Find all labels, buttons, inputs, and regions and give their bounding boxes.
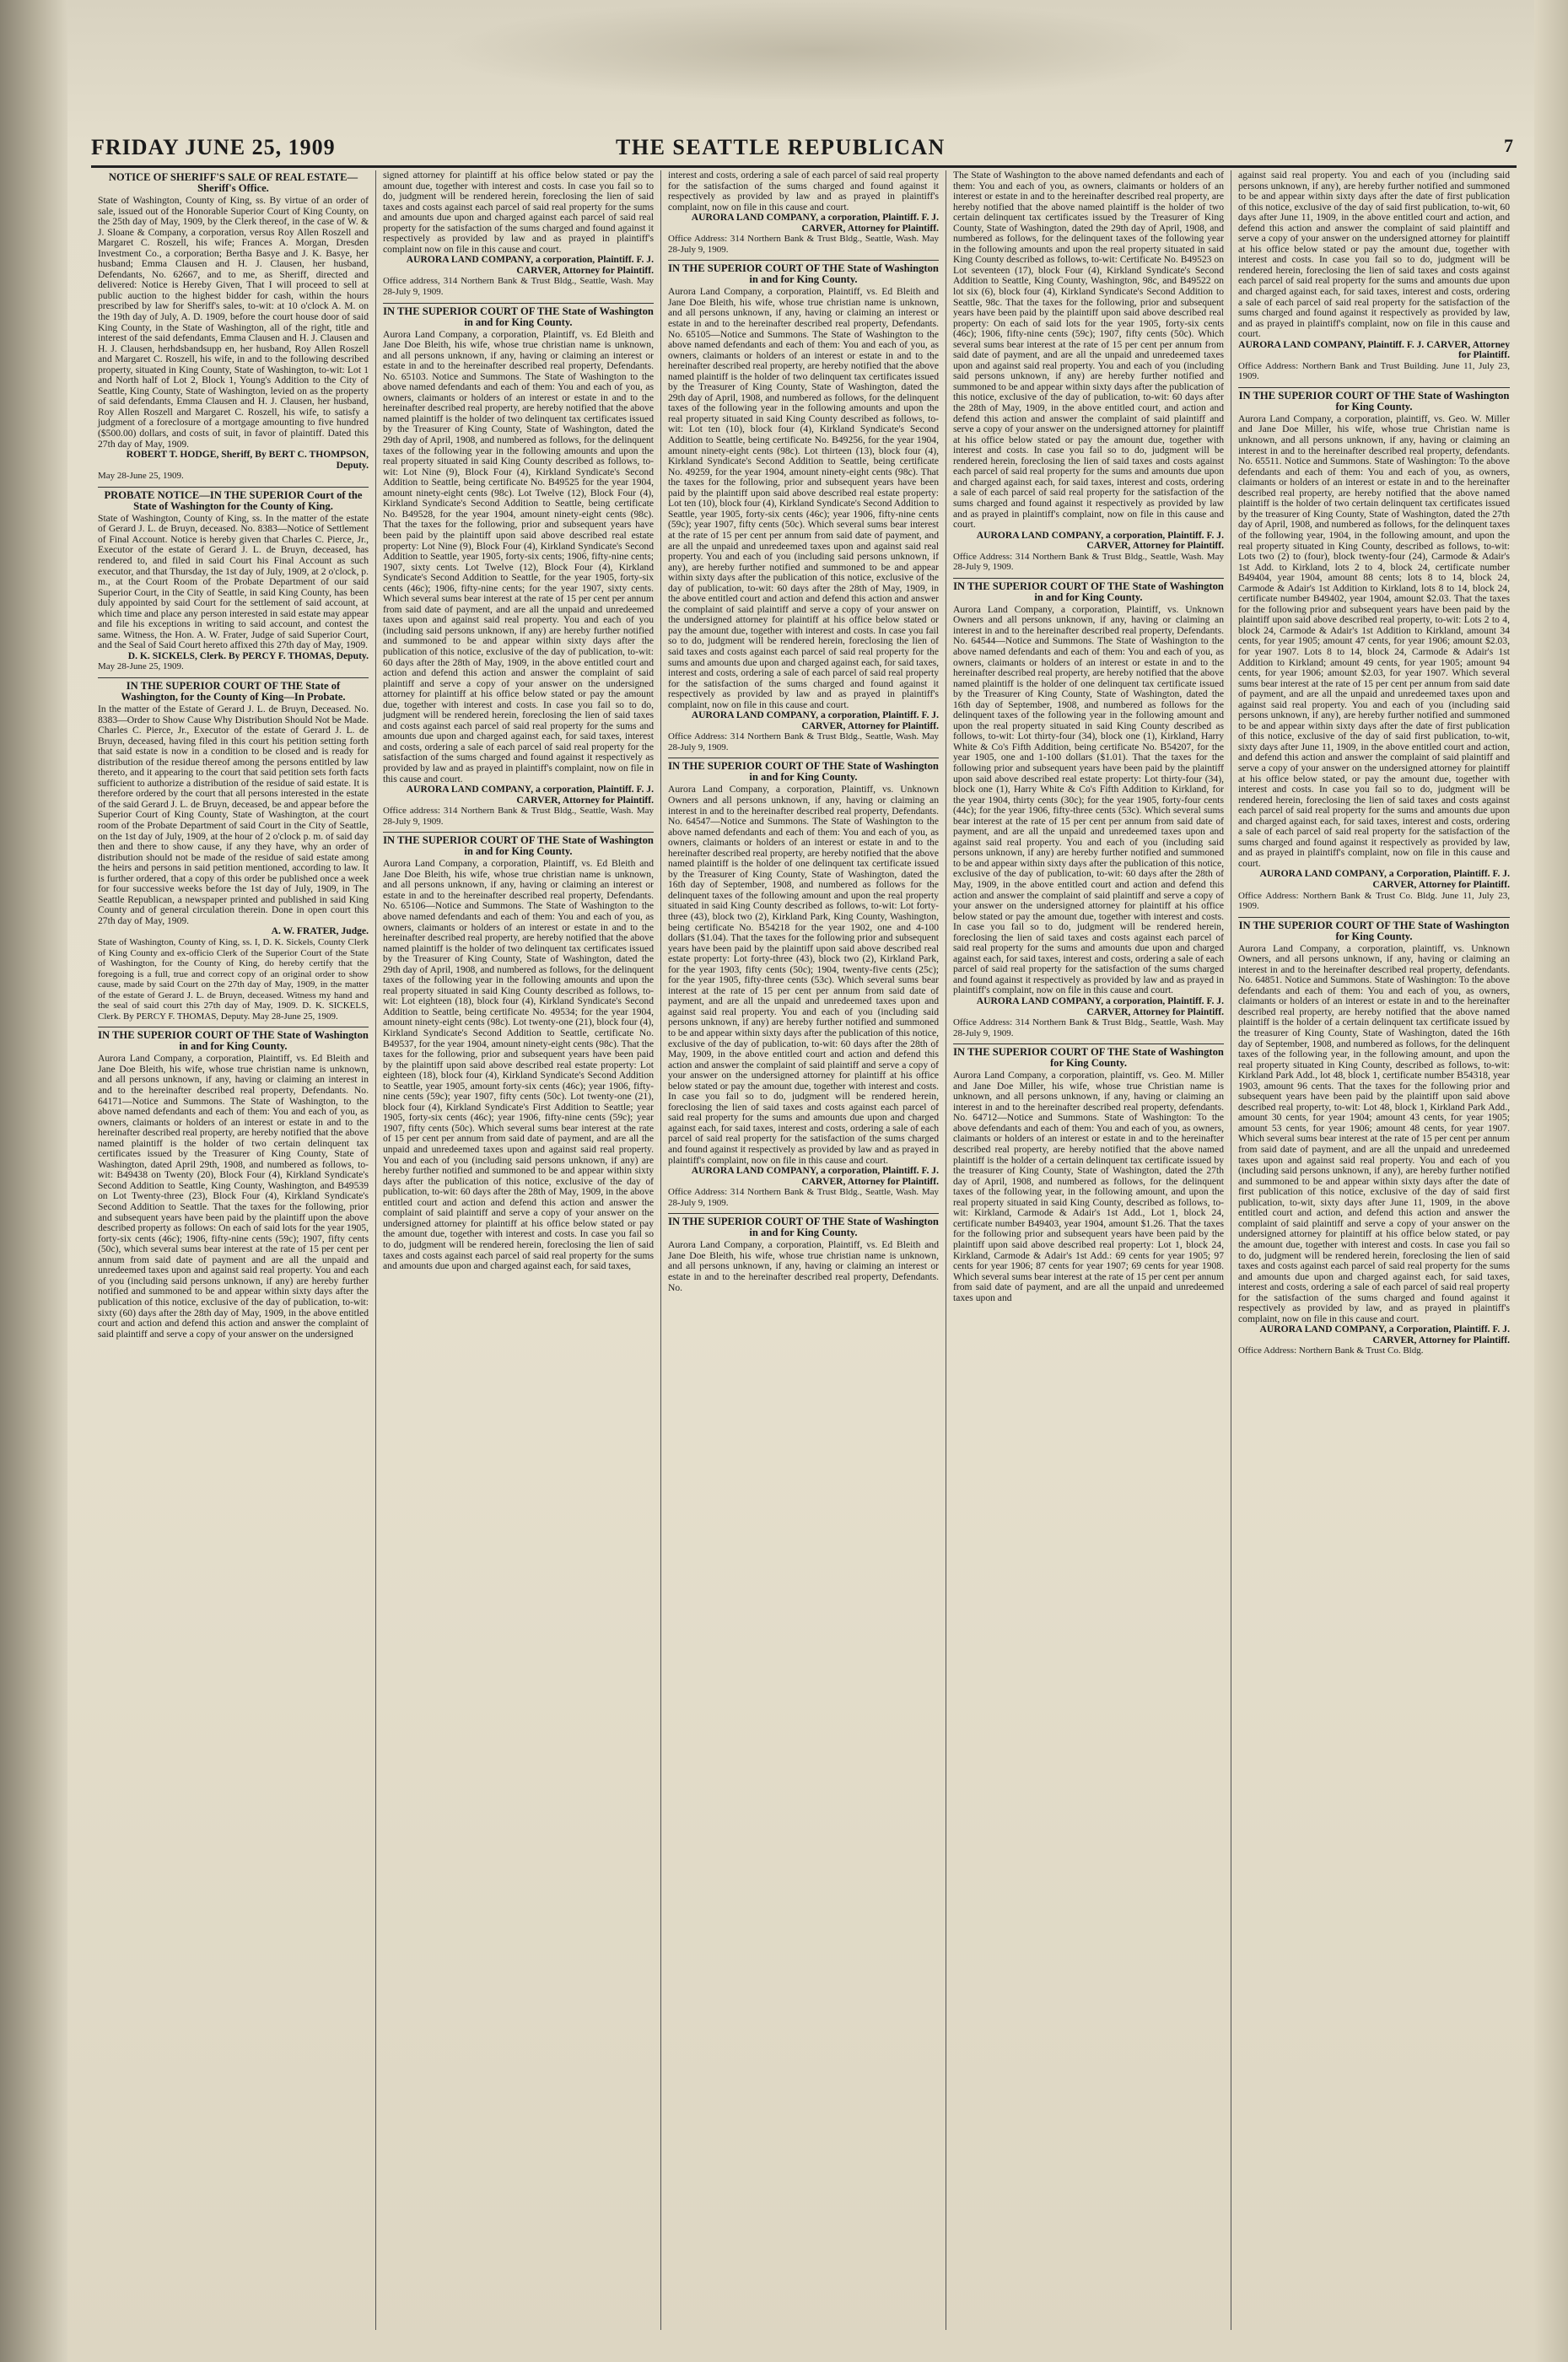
notice-body: interest and costs, ordering a sale of each parcel of said real property for the satisfaction of the sums charged and found against it respectively as provided by law and as prayed in plaintiff's complaint, now on file in this cause and court. [668,170,939,213]
notice-dates: May 28-June 25, 1909. [98,661,184,672]
notice-signature: AURORA LAND COMPANY, a corporation, Plaintiff. F. J. CARVER, Attorney for Plaintiff. [406,254,654,276]
notice-heading: IN THE SUPERIOR COURT OF THE State of Washington in and for King County. [668,1213,939,1238]
notice-body: Aurora Land Company, a corporation, Plaintiff, vs. Ed Bleith and Jane Doe Bleith, his wife, whose true christian name is unknown, and all persons unknown, if any, having or claiming an interest or estate in and to the hereinafter described real property, Defendants. No. 65106—Notice and Summons. The State of Washington to the above named defendants and each of them: You and each of you, as owners, claimants or holders of an interest or estate in and to the hereinafter described real property, are hereby notified that the above named plaintiff is the holder of two delinquent tax certificates issued by the Treasurer of King County, State of Washington, dated the 29th day of April, 1908, and numbered as follows, for the delinquent taxes of the following year in the following amounts and upon the real property situated in said King County described as follows, to-wit: Lot eighteen (18), block four (4), Kirkland Syndicate's Second Addition to Seattle, being certificate No. 49534; for the year 1904, amount ninety-eight cents (98c). Lot twenty-one (21), block four (4), Kirkland Syndicate's Second Addition to Seattle, certificate No. B49537, for the year 1904, amount ninety-eight cents (98c). That the taxes for the following, prior and subsequent years have been paid by the plaintiff upon said above described real estate property: Lot eighteen (18), block four (4), Kirkland Syndicate's Second Addition to Seattle, year 1905, amount forty-six cents (46c); year 1906, fifty-nine cents (59c); year 1907, fifty cents (50c). Lot twenty-one (21), block four (4), Kirkland Syndicate's First Addition to Seattle; year 1905, forty-six cents (46c); year 1906, fifty-nine cents (59c); year 1907, fifty cents (50c). Which several sums bear interest at the rate of 15 per cent per annum from said date of payment, and are all the unpaid and unredeemed taxes upon and against said real property. You and each of you (including said persons unknown, if any) are hereby further notified and summoned to be and appear within sixty days after the publication of this notice, exclusive of the day of publication, to-wit: 60 days after the 28th of May, 1909, in the above entitled court and action and defend this action and answer the complaint of said plaintiff and serve a copy of your answer on the undersigned attorney for plaintiff at his office below stated or pay the amount due, together with interest and costs. In case you fail so to do, judgment will be rendered herein, foreclosing the lien of said taxes and costs against each parcel of said real property for the sums and amounts due upon and charged against each, for said taxes, [383,858,654,1272]
notice-signature: AURORA LAND COMPANY, a corporation, Plaintiff. F. J. CARVER, Attorney for Plaintiff. [976,529,1224,552]
legal-notice [668,1213,939,1293]
notice-dates: Office Address: 314 Northern Bank & Trust Bldg., Seattle, Wash. May 28-July 9, 1909. [953,1017,1224,1038]
legal-notice [953,578,1224,1038]
notice-heading: IN THE SUPERIOR COURT OF THE State of Washington in and for King County. [953,578,1224,603]
notice-body: Aurora Land Company, a corporation, plaintiff, vs. Unknown Owners, and all persons unknown, if any, having or claiming an interest in and to the hereinafter described real property, defendants. No. 64851. Notice and Summons. State of Washington: To the above defendants and each of them: You and each of you, as owners, claimants or holders of an interest or estate in and to the hereinafter described real property, are hereby notified that the above named plaintiff is the holder of a certain delinquent tax certificate issued by the treasurer of King County, State of Washington, dated the 16th day of September, 1908, and numbered as follows, for the delinquent taxes of the following year, in the following amount, and upon the real property situated in King County, described as follows, to-wit: Kirkland Park Add., lot 48, block 1, certificate number B54318, year 1903, amount 96 cents. That the taxes for the following prior and subsequent years have been paid by the plaintiff upon said above described real property, to-wit: Lot 48, block 1, Kirkland Park Add., amount 30 cents, for year 1904; amount 43 cents, for year 1905; amount 53 cents, for year 1906; amount 48 cents, for year 1907. Which several sums bear interest at the rate of 15 per cent per annum from said date of payment, and are all the unpaid and unredeemed taxes upon and against said real property. You and each of you (including said persons unknown, if any), are hereby further notified and summoned to be and appear within sixty days after the date of first publication of this notice, exclusive of the day of said first publication, to-wit, sixty days after June 11, 1909, in the above entitled court and action, and defend this action and answer the complaint of said plaintiff and serve a copy of your answer on the undersigned attorney for plaintiff at his office below stated, or pay the amount due, together with interest and costs. In case you fail so to do, judgment will be rendered herein, foreclosing the lien of said taxes and costs against each parcel of said real property for the sums and amounts due upon and charged against each, for said taxes, interest and costs, ordering a sale of each parcel of said real property for the satisfaction of the sums charged and found against it respectively as provided by law, and as prayed in plaintiff's complaint, now on file in this cause and court. [1238,942,1510,1324]
notice-dates: Office Address: Northern Bank and Trust Building. June 11, July 23, 1909. [1238,360,1510,382]
legal-notice [98,1027,369,1340]
notice-heading: IN THE SUPERIOR COURT OF THE State of Washington in and for King County. [383,832,654,857]
notice-signature: AURORA LAND COMPANY, a corporation, Plaintiff. F. J. CARVER, Attorney for Plaintiff. [976,995,1224,1017]
notice-body: Aurora Land Company, a corporation, Plaintiff, vs. Ed Bleith and Jane Doe Bleith, his wife, whose true christian name is unknown, and all persons unknown, if any, having or claiming an interest or estate in and to the hereinafter described real property, Defendants. No. [668,1239,939,1293]
notice-dates: State of Washington, County of King, ss. I, D. K. Sickels, County Clerk of King County and ex-officio Clerk of the Superior Court of the State of Washington, for the County of King, do hereby certify that the foregoing is a full, true and correct copy of an original order to show cause, made by said Court on the 27th day of May, 1909, in the matter of the estate of Gerard J. L. de Bruyn, deceased. Witness my hand and the seal of said court this 27th day of May, 1909. D. K. SICKELS, Clerk. By PERCY F. THOMAS, Deputy. May 28-June 25, 1909. [98,937,369,1022]
notice-dates: Office Address: Northern Bank & Trust Co. Bldg. [1238,1345,1424,1356]
notice-body: State of Washington, County of King, ss. In the matter of the estate of Gerard J. L. de Bruyn, deceased. No. 8383—Notice of Settlement of Final Account. Notice is hereby given that Charles C. Pierce, Jr., Executor of the estate of Gerard J. L. de Bruyn, deceased, has rendered to, and filed in said Court his Final Account as such executor, and that Thursday, the 1st day of July, 1909, at 2 o'clock, p. m., at the Court Room of the Probate Department of our said Superior Court, in the City of Seattle, in said King County, has been duly appointed by said Court for the settlement of said account, at which time and place any person interested in said estate may appear and file his exceptions in writing to said account, and contest the same. Witness, the Hon. A. W. Frater, Judge of said Superior Court, and the Seal of Said Court hereto affixed this 27th day of May, 1909. [98,512,369,651]
notice-dates: Office Address: 314 Northern Bank & Trust Bldg., Seattle, Wash. May 28-July 9, 1909. [668,1187,939,1208]
notice-signature: D. K. SICKELS, Clerk. By PERCY F. THOMAS, Deputy. [127,650,369,661]
legal-notice [1238,170,1510,382]
legal-notice [953,170,1224,573]
notice-signature: AURORA LAND COMPANY, a corporation, Plaintiff. F. J. CARVER, Attorney for Plaintiff. [406,784,654,806]
legal-notice [953,1043,1224,1303]
legal-notice [383,303,654,828]
legal-notice [668,170,939,255]
column-5 [1231,170,1517,2330]
notice-heading: IN THE SUPERIOR COURT OF THE State of Washington, for the County of King—In Probate. [98,677,369,703]
notice-heading: IN THE SUPERIOR COURT OF THE State of Washington for King County. [1238,387,1510,413]
notice-dates: Office Address: Northern Bank & Trust Co. Bldg. June 11, July 23, 1909. [1238,890,1510,912]
notice-body: Aurora Land Company, a corporation, Plaintiff, vs. Ed Bleith and Jane Doe Bleith, his wife, whose true christian name is unknown, and all persons unknown, if any, having or claiming an interest or estate in and to the hereinafter described real property, Defendants. No. 65103. Notice and Summons. The State of Washington to the above named defendants and each of them: You and each of you, as owners, claimants or holders of an interest or estate in and to the hereinafter described real property, are hereby notified that the above named plaintiff is the holder of two delinquent tax certificates issued by the Treasurer of King County, State of Washington, dated the 29th day of April, 1908, and numbered as follows, for the delinquent taxes of the following year in the following amounts and upon the real property situated in said King County described as follows, to-wit: Lot Nine (9), Block Four (4), Kirkland Syndicate's Second Addition to Seattle, being certificate No. B49525 for the year 1904, amount ninety-eight cents (98c). Lot Twelve (12), Block Four (4), Kirkland Syndicate's Second Addition to Seattle, being certificate No. B49528, for the year 1904, amount ninety-eight cents (98c). That the taxes for the following, prior and subsequent years have been paid by the plaintiff upon said above described real estate property: Lot Nine (9), Block Four (4), Kirkland Syndicate's Second Addition to Seattle, year 1905, forty-six cents; 1906, fifty-nine cents; 1907, sixty cents. Lot Twelve (12), Block Four (4), Kirkland Syndicate's Second Addition to Seattle, for the year 1905, forty-six cents (46c); 1906, fifty-nine cents; for the year 1907, sixty cents. Which several sums bear interest at the rate of 15 per cent per annum from said date of payment, and are all the unpaid and unredeemed taxes upon and against said real property. You and each of you (including said persons unknown, if any) are hereby further notified and summoned to be and appear within sixty days after the publication of this notice, exclusive of the day of publication, to-wit: 60 days after the 28th of May, 1909, in the above entitled court and action and defend this action and answer the complaint of said plaintiff and serve a copy of your answer on the undersigned attorney for plaintiff at his office below stated or pay the amount due, together with interest and costs. In case you fail so to do, judgment will be rendered herein, foreclosing the lien of said taxes and costs against each parcel of said real property for the sums and amounts due upon and charged against each, for said taxes, interest and costs, ordering a sale of each parcel of said real property for the satisfaction of the sums charged and found against it respectively as provided by law and as prayed in plaintiff's complaint, now on file in this cause and court. [383,328,654,785]
paper-stain [439,0,1198,101]
notice-dates: Office Address: 314 Northern Bank & Trust Bldg., Seattle, Wash. May 28-July 9, 1909. [668,234,939,255]
notice-dates: Office Address: 314 Northern Bank & Trust Bldg., Seattle, Wash. May 28-July 9, 1909. [668,731,939,752]
notice-columns [91,170,1517,2330]
legal-notice [98,172,369,482]
notice-body: Aurora Land Company, a corporation, Plaintiff, vs. Unknown Owners and all persons unknown, if any, having or claiming an interest in and to the hereinafter described real property, Defendants. No. 64547—Notice and Summons. The State of Washington to the above named defendants and each of them: You and each of you, as owners, claimants or holders of an interest or estate in and to the hereinafter described real property, are hereby notified that the above named plaintiff is the holder of one delinquent tax certificate issued by the Treasurer of King County, State of Washington, dated the 16th day of September, 1908, and numbered as follows for the delinquent taxes of the following amount and upon the real property situated in said King County described as follows, to-wit: Lot forty-three (43), block two (2), Kirkland Park, King County, Washington, being certificate No. B54218 for the year 1902, one and 4-100 dollars ($1.04). That the taxes for the following prior and subsequent years have been paid by the plaintiff upon said above described real estate property: Lot forty-three (43), block two (2), Kirkland Park, for the year 1903, fifty cents (50c); 1904, twenty-five cents (25c); for the year 1905, fifty-three cents (53c). Which several sums bear interest at the rate of 15 per cent per annum from said date of payment, and are all the unpaid and unredeemed taxes upon and against said real property. You and each of you (including said persons unknown, if any) are hereby further notified and summoned to be and appear within sixty days after the publication of this notice, exclusive of the day of publication, to-wit: 60 days after the 28th of May, 1909, in the above entitled court and action and defend this action and answer the complaint of said plaintiff and serve a copy of your answer on the undersigned attorney for plaintiff at his office below stated or pay the amount due, together with interest and costs. In case you fail so to do, judgment will be rendered herein, foreclosing the lien of said taxes and costs against each parcel of said real property for the sums and amounts due upon and charged against each, for said taxes, interest and costs, ordering a sale of each parcel of said real property for the satisfaction of the sums charged and found against it respectively as provided by law and as prayed in plaintiff's complaint, now on file in this cause and court. [668,784,939,1166]
notice-signature: A. W. FRATER, Judge. [271,925,369,937]
notice-signature: AURORA LAND COMPANY, a corporation, Plaintiff. F. J. CARVER, Attorney for Plaintiff. [691,709,939,731]
notice-heading: IN THE SUPERIOR COURT OF THE State of Washington for King County. [953,1043,1224,1069]
legal-notice [383,170,654,298]
notice-body: Aurora Land Company, a corporation, plaintiff, vs. Geo. M. Miller and Jane Doe Miller, his wife, whose true Christian name is unknown, and all persons unknown, if any, having or claiming an interest in and to the hereinafter described real property, defendants. No. 64712—Notice and Summons. State of Washington: To the above defendants and each of them: You and each of you, as owners, claimants or holders of an interest or estate in and to the hereinafter described real property, are hereby notified that the above named plaintiff is the holder of a certain delinquent tax certificate issued by the treasurer of King County, State of Washington, dated the 27th day of April, 1908, and numbered as follows, for the delinquent taxes of the following year, in the following amount, and upon the real property situated in said King County, described as follows, to-wit: Kirkland, Carmode & Adair's 1st Add., Lot 1, block 24, certificate number B49403, year 1904, amount $1.26. That the taxes for the following prior and subsequent years have been paid by the plaintiff upon said above described real property: Lot 1, block 24, Kirkland, Carmode & Adair's 1st Add.: 69 cents for year 1905; 97 cents for year 1906; 87 cents for year 1907; 69 cents for year 1908. Which several sums bear interest at the rate of 15 per cent per annum from said date of payment, and are all the unpaid and unredeemed taxes upon and [953,1070,1224,1303]
notice-heading: PROBATE NOTICE—IN THE SUPERIOR Court of the State of Washington for the County of King. [98,487,369,512]
notice-heading: IN THE SUPERIOR COURT OF THE State of Washington in and for King County. [383,303,654,328]
notice-body: Aurora Land Company, a corporation, Plaintiff, vs. Unknown Owners and all persons unknown, if any, having or claiming an interest in and to the hereinafter described real property, Defendants. No. 64544—Notice and Summons. The State of Washington to the above named defendants and each of them: You and each of you, as owners, claimants or holders of an interest or estate in and to the hereinafter described real property, are hereby notified that the above named plaintiff is the holder of one delinquent tax certificate issued by the Treasurer of King County, State of Washington, dated the 16th day of September, 1908, and numbered as follows for the delinquent taxes of the following year in the following amount and upon the real property situated in said King County described as follows, to-wit: Lot thirty-four (34), block one (1), Kirkland, Harry White & Co's Fifth Addition, being certificate No. B54207, for the year 1905, one and 1-100 dollars ($1.01). That the taxes for the following prior and subsequent years have been paid by the plaintiff upon said above described real estate property: Lot thirty-four (34), block one (1), Harry White & Co's Fifth Addition to Kirkland, for the year 1904, thirty cents (30c); for the year 1905, forty-four cents (44c); for the year 1906, fifty-three cents (53c). Which several sums bear interest at the rate of 15 per cent per annum from said date of payment, and are all the unpaid and unredeemed taxes upon and against said real property. You and each of you (including said persons unknown, if any) are hereby further notified and summoned to be and appear within sixty days after the publication of this notice, exclusive of the day of publication, to-wit: 60 days after the 28th of May, 1909, in the above entitled court and action and defend this action and answer the complaint of said plaintiff and serve a copy of your answer on the undersigned attorney for plaintiff at his office below stated or pay the amount due, together with interest and costs. In case you fail so to do, judgment will be rendered herein, foreclosing the lien of said taxes and costs against each parcel of said real property for the sums and amounts due upon and charged against each, for said taxes, interest and costs, ordering a sale of each parcel of said real property for the satisfaction of the sums charged and found against it respectively as provided by law and as prayed in plaintiff's complaint, now on file in this cause and court. [953,603,1224,996]
notice-body: against said real property. You and each of you (including said persons unknown, if any), are hereby further notified and summoned to be and appear within sixty days after the date of first publication of this notice, exclusive of the day of said first publication, to-wit, 60 days after June 11, 1909, in the above entitled court and action, and defend this action and answer the complaint of said plaintiff and serve a copy of your answer on the undersigned attorney for plaintiff at his office below stated or pay the amount due, together with interest and costs. In case you fail so to do, judgment will be rendered herein, foreclosing the lien of said taxes and costs against each parcel of said real property for the sums and amounts due upon and charged against each, for said taxes, interest and costs, ordering a sale of each parcel of said real property for the satisfaction of the sums charged and found against it respectively as provided by law, and as prayed in plaintiff's complaint, now on file in this cause and court. [1238,170,1510,340]
notice-dates: Office address: 314 Northern Bank & Trust Bldg., Seattle, Wash. May 28-July 9, 1909. [383,806,654,827]
legal-notice [1238,387,1510,912]
issue-date: FRIDAY JUNE 25, 1909 [91,135,336,159]
notice-dates: Office address, 314 Northern Bank & Trust Bldg., Seattle, Wash. May 28-July 9, 1909. [383,276,654,298]
column-1 [91,170,376,2330]
notice-heading: NOTICE OF SHERIFF'S SALE OF REAL ESTATE—Sheriff's Office. [108,171,358,194]
notice-signature: AURORA LAND COMPANY, a Corporation, Plaintiff. F. J. CARVER, Attorney for Plaintiff. [1259,1324,1510,1345]
notice-signature: AURORA LAND COMPANY, a corporation, Plaintiff. F. J. CARVER, Attorney for Plaintiff. [691,1165,939,1187]
legal-notice [98,677,369,1022]
notice-body: State of Washington, County of King, ss. By virtue of an order of sale, issued out of the Honorable Superior Court of King County, on the 25th day of May, 1909, by the Clerk thereof, in the case of W. & J. Sloane & Company, a corporation, versus Roy Allen Roszell and Margaret C. Roszell, his wife; Frances A. Morgan, Dresden Investment Co., a corporation; Bertha Basye and J. K. Basye, her husband; Emma Clausen and H. J. Clausen, her husband, Defendants, No. 62667, and to me, as Sheriff, directed and delivered: Notice is Hereby Given, That I will proceed to sell at public auction to the highest bidder for cash, within the hours prescribed by law for Sheriff's sales, to-wit: at 10 o'clock A. M. on the 19th day of July, A. D. 1909, before the court house door of said King County, in the State of Washington, all of the right, title and interest of the said defendants, Emma Clausen and H. J. Clausen and H. J. Clausen, herhdsbandsupp en, her husband, Roy Allen Roszell and Margaret C. Roszell, his wife, in and to the following described property, situated in King County, State of Washington, to-wit: Lot 1 and North half of Lot 2, Block 1, Young's Addition to the City of Seattle, King County, State of Washington, levied on as the property of said defendants, Emma Clausen and H. J. Clausen, her husband, Roy Allen Roszell and Margaret C. Roszell, his wife, to satisfy a judgment of a foreclosure of a mortgage amounting to five hundred ($500.00) dollars, and costs of suit, in favor of plaintiff. Dated this 27th day of May, 1909. [98,195,369,450]
legal-notice [98,487,369,672]
masthead-rule [91,165,1517,168]
notice-signature: ROBERT T. HODGE, Sheriff, By BERT C. THOMPSON, Deputy. [126,449,369,471]
legal-notice [383,832,654,1271]
binding-gutter [0,0,67,2362]
notice-heading: IN THE SUPERIOR COURT OF THE State of Washington for King County. [1238,917,1510,942]
column-3 [661,170,946,2330]
notice-dates: May 28-June 25, 1909. [98,471,184,482]
notice-body: signed attorney for plaintiff at his office below stated or pay the amount due, together with interest and costs. In case you fail so to do, judgment will be rendered herein, foreclosing the lien of said taxes and costs against each parcel of said real property for the sums and amounts due upon and charged against each parcel of said real property for the satisfaction of the sums charged and found against it respectively as provided by law and as prayed in plaintiff's complaint now on file in this cause and court. [383,170,654,255]
legal-notice [668,260,939,752]
notice-body: Aurora Land Company, a corporation, Plaintiff, vs. Ed Bleith and Jane Doe Bleith, his wife, whose true christian name is unknown, and all persons unknown, if any, having or claiming an interest in and to the hereinafter described real property, Defendants. No. 64171—Notice and Summons. The State of Washington, to the above named defendants and each of them: You and each of you, as owners, claimants or holders of an interest or estate in and to the hereinafter described real property, are hereby notified that the above named plaintiff is the holder of two certain delinquent tax certificates issued by the Treasurer of King County, State of Washington, dated April 29th, 1908, and numbered as follows, to-wit: B49438 on Twenty (20), Block Four (4), Kirkland Syndicate's Second Addition to Seattle, King County, Washington, and B49539 on Lot Twenty-three (23), Block Four (4), Kirkland Syndicate's Second Addition to Seattle. That the taxes for the following, prior and subsequent years have been paid by the plaintiff upon the above described property as follows: On each of said lots for the year 1905, forty-six cents (46c); 1906, fifty-nine cents (59c); 1907, fifty cents (50c), which several sums bear interest at the rate of 15 per cent per annum from said date of payment and are all the unpaid and unredeemed taxes upon and against said real property. You and each of you (including said persons unknown, if any) are hereby further notified and summoned to be and appear within sixty days after the publication of this notice, exclusive of the day of publication, to-wit: sixty (60) days after the 28th day of May, 1909, in the above entitled court and action and defend this action and answer the complaint of said plaintiff and serve a copy of your answer on the undersigned [98,1053,369,1340]
notice-body: In the matter of the Estate of Gerard J. L. de Bruyn, Deceased. No. 8383—Order to Show Cause Why Distribution Should Not be Made. Charles C. Pierce, Jr., Executor of the estate of Gerard J. L. de Bruyn, deceased, having filed in this court his petition setting forth that said estate is now in a condition to be closed and is ready for distribution of the residue thereof among the persons entitled by law thereto, and it appearing to the court that said petition sets forth facts sufficient to authorize a distribution of the residue of said estate. It is therefore ordered by the court that all persons interested in the estate of the said Gerard J. L. de Bruyn, deceased, be and appear before the Superior Court of King County, State of Washington, at the court room of the Probate Department of said Court in the City of Seattle, on the 1st day of July, 1909, at the hour of 2 o'clock p. m. of said day then and there to show cause, if any they have, why an order of distribution should not be made of the residue of said estate among the heirs and persons in said petition mentioned, according to law. It is further ordered, that a copy of this order be published once a week for four successive weeks before the 1st day of July, 1909, in The Seattle Republican, a newspaper printed and published in said King County and of general circulation therein. Done in open court this 27th day of May, 1909. [98,703,369,926]
notice-body: Aurora Land Company, a corporation, plaintiff, vs. Geo. W. Miller and Jane Doe Miller, his wife, whose true Christian name is unknown, and all persons unknown, if any, having or claiming an interest in and to the hereinafter described real property, defendants. No. 65511. Notice and Summons. State of Washington: To the above defendants and each of them: You and each of you, as owners, claimants or holders of an interest or estate in and to the hereinafter described real property, are hereby notified that the above named plaintiff is the holder of two certain delinquent tax certificates issued by the treasurer of King County, State of Washington, dated the 27th day of April, 1908, and numbered as follows, for the delinquent taxes of the following year, 1904, in the following amount, and upon the real property situated in King County, described as follows, to-wit: Lots two (2) to (four), block twenty-four (24), Carmode & Adair's 1st Add. to Kirkland, lots 2 to 4, block 24, certificate number B49404, year 1904, amount 88 cents; lots 8 to 14, block 24, Carmode & Adair's 1st Addition to Kirkland, lots 8 to 14, block 24, certificate number B49402, year 1904, amount $2.03. That the taxes for the following prior and subsequent years have been paid by the plaintiff upon said above described real property, to-wit: Lots 2 to 4, block 24, Carmode & Adair's 1st Addition to Kirkland, amount 34 cents, for year 1905; amount 47 cents, for year 1906; amount $2.03, for year 1907. Lots 8 to 14, block 24, Carmode & Adair's 1st Addition to Kirkland; amount 49 cents, for year 1905; amount 94 cents, for year 1906; amount $2.03, for year 1907. Which several sums bear interest at the rate of 15 per cent per annum from said date of payment, and are all the unpaid and unredeemed taxes upon and against said real property. You and each of you (including said persons unknown, if any), are hereby further notified and summoned to be and appear within sixty days after the date of first publication of this notice, exclusive of the day of said first publication, to-wit, sixty days after June 11, 1909, in the above entitled court and action, and defend this action and answer the complaint of said plaintiff and serve a copy of your answer on the undersigned attorney for plaintiff at his office below stated, or pay the amount due, together with interest and costs. In case you fail so to do, judgment will be rendered herein, foreclosing the lien of said taxes and costs against each parcel of said real property for the sums and amounts due upon and charged against each, for said taxes, interest and costs, ordering a sale of each parcel of said real property for the satisfaction of the sums charged and found against it respectively as provided by law, and as prayed in plaintiff's complaint, now on file in this cause and court. [1238,413,1510,869]
page-number: 7 [1504,135,1513,156]
notice-dates: Office Address: 314 Northern Bank & Trust Bldg., Seattle, Wash. May 28-July 9, 1909. [953,551,1224,573]
legal-notice [668,758,939,1208]
notice-body: Aurora Land Company, a corporation, Plaintiff, vs. Ed Bleith and Jane Doe Bleith, his wife, whose true christian name is unknown, and all persons unknown, if any, having or claiming an interest or estate in and to the hereinafter described real property, Defendants. No. 65105—Notice and Summons. The State of Washington to the above named defendants and each of them: You and each of you, as owners, claimants or holders of an interest or estate in and to the hereinafter described real property, are hereby notified that the above named plaintiff is the holder of two delinquent tax certificates issued by the Treasurer of King County, State of Washington, dated the 29th day of April, 1908, and numbered as follows, for the delinquent taxes of the following year in the following amounts and upon the real property situated in said King County described as follows, to-wit: Lot ten (10), block four (4), Kirkland Syndicate's Second Addition to Seattle, being certificate No. B49256, for the year 1904, amount ninety-eight cents (98c). Lot thirteen (13), block four (4), Kirkland Syndicate's Second Addition to Seattle, being certificate No. 49259, for the year 1904, amount ninety-eight cents (98c). That the taxes for the following, prior and subsequent years have been paid by the plaintiff upon said above described real estate property: Lot ten (10), block four (4), Kirkland Syndicate's Second Addition to Seattle, year 1905, forty-six cents (46c); year 1906, fifty-nine cents (59c); year 1907, fifty cents (50c). Which several sums bear interest at the rate of 15 per cent per annum from said date of payment, and are all the unpaid and unredeemed taxes upon and against said real property. You and each of you (including said persons unknown, if any), are hereby further notified and summoned to be and appear within sixty days after the publication of this notice, exclusive of the day of publication, to-wit: 60 days after the 28th of May, 1909, in the above entitled court and action and defend this action and answer the complaint of said plaintiff and serve a copy of your answer on the undersigned attorney for plaintiff at his office below stated or pay the amount due, together with interest and costs. In case you fail so to do, judgment will be rendered herein, foreclosing the lien of said taxes and costs against each parcel of said real property for the sums and amounts due upon and charged against each, for said taxes, interest and costs, ordering a sale of each parcel of said real property for the satisfaction of the sums charged and found against it respectively as provided by law and as prayed in plaintiff's complaint, now on file in this cause and court. [668,286,939,710]
notice-heading: IN THE SUPERIOR COURT OF THE State of Washington in and for King County. [668,758,939,783]
column-2 [376,170,661,2330]
legal-notice [1238,917,1510,1356]
notice-body: The State of Washington to the above named defendants and each of them: You and each of you, as owners, claimants or holders of an interest or estate in and to the hereinafter described real property, are hereby notified that the above named plaintiff is the holder of two certain delinquent tax certificates issued by the Treasurer of King County, State of Washington, dated the 29th day of April, 1908, and numbered as follows, for the delinquent taxes of the following year in the following amounts and upon the real property situated in said King County described as follows, to-wit: Certificate No. B49523 on Lot seventeen (17), block Four (4), Kirkland Syndicate's Second Addition to Seattle, King County, Washington, 98c, and B49522 on lot six (6), block four (4), Kirkland Syndicate's Second Addition to Seattle, 98c. That the taxes for the following, prior and subsequent years have been paid by the plaintiff upon said above described real property: On each of said lots for the year 1905, forty-six cents (46c); 1906, fifty-nine cents (59c); 1907, fifty cents (50c). Which several sums bear interest at the rate of 15 per cent per annum from said date of payment, and are all the unpaid and unredeemed taxes upon and against said real property. You and each of you (including said persons unknown, if any) are hereby further notified and summoned to be and appear within sixty days after the publication of this notice, exclusive of the day of publication, to-wit: 60 days after the 28th of May, 1909, in the above entitled court, and action and defend this action and answer the complaint of said plaintiff and serve a copy of your answer on the undersigned attorney for plaintiff at his office below stated or pay the amount due, together with interest and costs. In case you fail so to do, judgment will be rendered herein, foreclosing the lien of said taxes and costs against each parcel of said real property for the sums and amounts due upon and charged against each, for said taxes, interest and costs, ordering a sale of each parcel of said real property for the satisfaction of the sums charged and found against it respectively as provided by law and as prayed in plaintiff's complaint, now on file in this cause and court. [953,170,1225,531]
notice-heading: IN THE SUPERIOR COURT OF THE State of Washington in and for King County. [668,260,939,285]
notice-signature: AURORA LAND COMPANY, a corporation, Plaintiff. F. J. CARVER, Attorney for Plaintiff. [691,212,939,234]
notice-signature: AURORA LAND COMPANY, a Corporation, Plaintiff. F. J. CARVER, Attorney for Plaintiff. [1259,868,1510,890]
masthead [91,135,1517,162]
notice-heading: IN THE SUPERIOR COURT OF THE State of Washington in and for King County. [98,1027,369,1052]
newspaper-title: THE SEATTLE REPUBLICAN [616,135,946,159]
column-4 [946,170,1231,2330]
page-edge [1534,0,1568,2362]
notice-signature: AURORA LAND COMPANY, Plaintiff. F. J. CARVER, Attorney for Plaintiff. [1238,338,1510,361]
